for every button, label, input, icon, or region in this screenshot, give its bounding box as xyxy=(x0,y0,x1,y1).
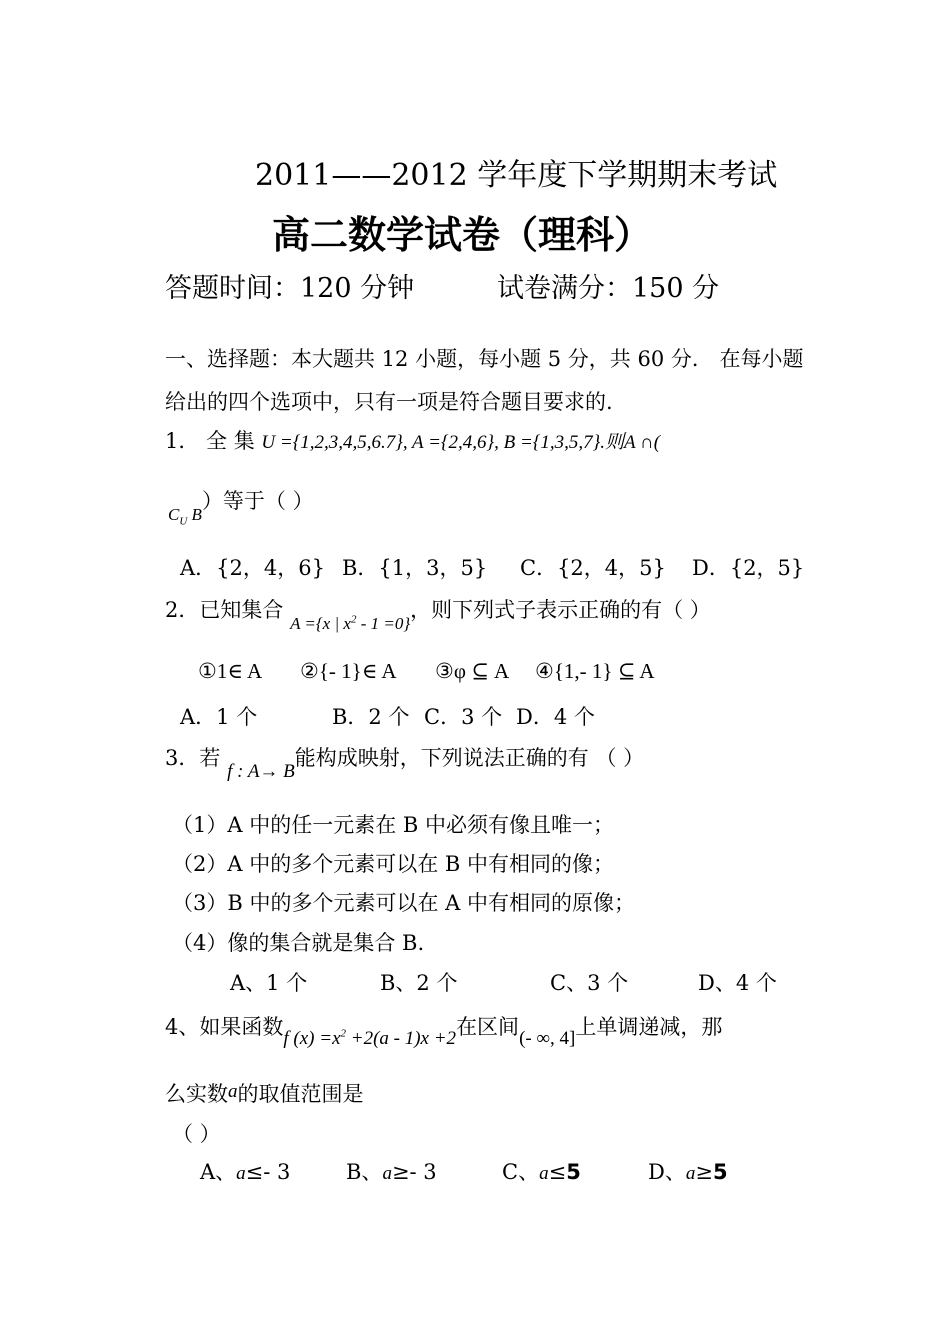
q4-answer-paren: （ ） xyxy=(172,1122,221,1146)
q2-stem xyxy=(165,594,711,633)
q2-options xyxy=(180,701,595,731)
q3-stem xyxy=(165,742,645,782)
q4-interval: (- ∞, 4] xyxy=(519,1028,576,1049)
q2-prefix: 2．已知集合 xyxy=(165,598,284,622)
q4-option-b: B、a≥- 3 xyxy=(346,1160,437,1184)
q3-prefix: 3．若 xyxy=(165,746,221,770)
q2-statement-3: ③φ ⊆ A xyxy=(435,659,510,683)
q4-stem xyxy=(165,1011,723,1049)
q3-option-c: C、3 个 xyxy=(550,971,629,995)
q3-item-2: （2）A 中的多个元素可以在 B 中有相同的像； xyxy=(172,852,614,876)
q3-options xyxy=(230,967,777,997)
q4-option-d: D、a≥5 xyxy=(648,1160,728,1184)
q2-option-c: C．3 个 xyxy=(424,705,503,729)
subject-title: 高二数学试卷（理科） xyxy=(272,213,653,257)
q3-formula: f : A→ B xyxy=(227,761,295,782)
q1-option-b: B．{1，3，5} xyxy=(342,556,488,580)
q1-suffix: ）等于（ ） xyxy=(201,489,314,513)
q3-suffix: 能构成映射，下列说法正确的有 （ ） xyxy=(294,746,645,770)
q4-option-c: C、a≤5 xyxy=(502,1160,581,1184)
q1-option-d: D．{2，5} xyxy=(692,556,805,580)
time-label: 答题时间：120 分钟 xyxy=(165,273,415,304)
q2-option-a: A．1 个 xyxy=(180,705,258,729)
q2-option-d: D．4 个 xyxy=(516,705,595,729)
section-instructions-line2: 给出的四个选项中，只有一项是符合题目要求的. xyxy=(165,390,613,414)
q4-formula: f $(x) =x^2 +2(a - 1)x +2$ xyxy=(283,1027,457,1049)
exam-title-line: 2011——2012 学年度下学期期末考试 xyxy=(255,158,778,193)
q3-item-1: （1）A 中的任一元素在 B 中必须有像且唯一； xyxy=(172,813,614,837)
q2-option-b: B．2 个 xyxy=(332,705,410,729)
q4-options xyxy=(200,1156,728,1186)
q2-formula: A ={x | x2 - 1 =0} xyxy=(290,613,411,633)
q1-stem xyxy=(165,425,660,455)
section-instructions-line1: 一、选择题：本大题共 12 小题，每小题 5 分，共 60 分． 在每小题 xyxy=(165,347,804,371)
q1-option-a: A．{2，4，6} xyxy=(180,556,325,580)
q3-item-4: （4）像的集合就是集合 B. xyxy=(172,931,425,955)
q2-statement-1: ①1∈ A xyxy=(198,659,263,683)
q3-option-d: D、4 个 xyxy=(698,971,777,995)
q4-stem-cont: 么实数a的取值范围是 xyxy=(165,1081,364,1106)
q2-statements xyxy=(198,659,655,684)
q1-stem-cont xyxy=(168,485,314,528)
q1-complement: CU B xyxy=(168,505,202,528)
q2-statement-4: ④{1,- 1} ⊆ A xyxy=(535,659,655,683)
q1-options xyxy=(180,552,804,582)
score-label: 试卷满分：150 分 xyxy=(497,273,720,304)
q4-prefix: 4、如果函数 xyxy=(165,1015,284,1039)
q3-option-b: B、2 个 xyxy=(380,971,458,995)
q1-option-c: C．{2，4，5} xyxy=(520,556,666,580)
q3-option-a: A、1 个 xyxy=(230,971,308,995)
q2-suffix: ，则下列式子表示正确的有（ ） xyxy=(410,598,711,622)
q4-mid: 在区间 xyxy=(456,1015,520,1039)
q1-prefix: 1． 全 集 xyxy=(165,429,255,453)
q1-formula: U ={1,2,3,4,5,6.7}, A ={2,4,6}, B ={1,3,5,7}.则A ∩( xyxy=(261,432,661,453)
q4-option-a: A、a≤- 3 xyxy=(200,1160,291,1184)
q2-statement-2: ②{- 1}∈ A xyxy=(300,659,397,683)
q4-suffix: 上单调递减，那 xyxy=(575,1015,723,1039)
q3-item-3: （3）B 中的多个元素可以在 A 中有相同的原像； xyxy=(172,891,635,915)
